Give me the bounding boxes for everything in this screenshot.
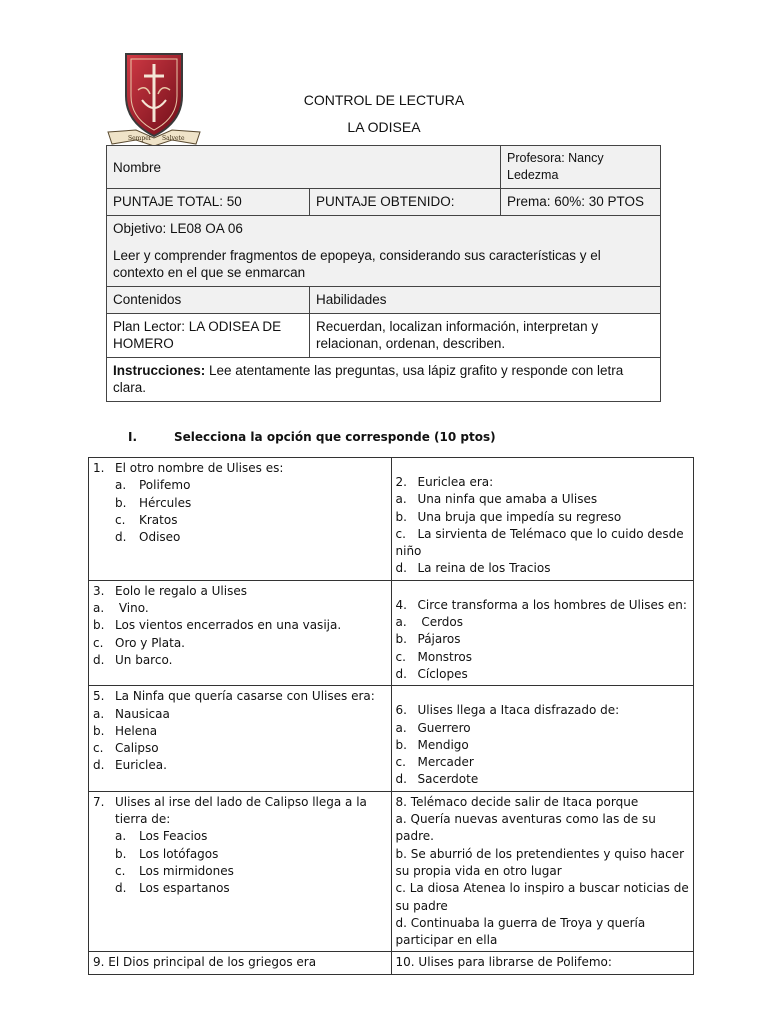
section-heading (128, 430, 496, 444)
option[interactable]: b. Los lotófagos (115, 846, 219, 861)
question-text: Ulises llega a Itaca disfrazado de: (417, 703, 620, 718)
option[interactable]: a. Vino. (93, 601, 149, 616)
profesora-cell: Profesora: Nancy Ledezma (501, 146, 661, 189)
question-number: 1. (93, 461, 105, 475)
question-text: La Ninfa que quería casarse con Ulises era: (115, 689, 375, 704)
option[interactable]: d. Cíclopes (395, 666, 468, 681)
question-3 (89, 580, 392, 685)
objetivo-cell (107, 216, 661, 287)
instrucciones-text: Lee atentamente las preguntas, usa lápiz grafito y responde con letra clara. (113, 363, 624, 395)
question-number: 6. (395, 703, 407, 718)
option[interactable]: b. Mendigo (395, 737, 469, 752)
option[interactable]: b. Una bruja que impedía su regreso (395, 509, 622, 524)
question-1 (89, 458, 392, 581)
section-title: Selecciona la opción que corresponde (10 ptos) (174, 430, 496, 444)
option[interactable]: c. Mercader (395, 755, 474, 770)
crest-banner-left: Semper (128, 135, 152, 142)
question-number: 9. (93, 955, 105, 970)
question-7 (89, 791, 392, 952)
question-number: 8. (395, 794, 407, 809)
objetivo-description: Leer y comprender fragmentos de epopeya, considerando sus características y el contexto en el que se enmarcan (113, 248, 601, 280)
prema: Prema: 60%: 30 PTOS (501, 189, 661, 216)
question-text: Telémaco decide salir de Itaca porque (410, 794, 639, 809)
option[interactable]: a. Una ninfa que amaba a Ulises (395, 492, 598, 507)
option[interactable]: d. La reina de los Tracios (395, 561, 551, 576)
habilidades-header: Habilidades (310, 287, 661, 314)
puntaje-total: PUNTAJE TOTAL: 50 (107, 189, 310, 216)
question-8 (391, 791, 694, 952)
question-9 (89, 952, 392, 974)
option[interactable]: b. Hércules (115, 495, 192, 510)
question-4 (391, 580, 694, 685)
question-text: Euriclea era: (417, 475, 494, 489)
plan-lector: Plan Lector: LA ODISEA DE HOMERO (107, 314, 310, 358)
option[interactable]: a. Los Feacios (115, 829, 208, 844)
info-table (106, 145, 661, 402)
contenidos-header: Contenidos (107, 287, 310, 314)
question-6 (391, 686, 694, 791)
question-text: El otro nombre de Ulises es: (115, 461, 284, 475)
question-2 (391, 458, 694, 581)
option[interactable]: a. Guerrero (395, 720, 471, 735)
option[interactable]: a. Cerdos (395, 615, 464, 630)
option[interactable]: c. Los mirmidones (115, 863, 234, 878)
option[interactable]: a. Polifemo (115, 478, 191, 493)
option[interactable]: c. Monstros (395, 649, 473, 664)
nombre-cell[interactable] (107, 146, 501, 189)
option[interactable]: c. Oro y Plata. (93, 635, 185, 650)
question-text: Ulises para librarse de Polifemo: (418, 955, 612, 970)
question-text: El Dios principal de los griegos era (108, 955, 317, 970)
nombre-label: Nombre (113, 159, 162, 175)
section-number: I. (128, 430, 138, 444)
option[interactable]: c. La sirvienta de Telémaco que lo cuido desde niño (395, 526, 684, 559)
option[interactable]: c. Kratos (115, 512, 178, 527)
option[interactable]: d. Continuaba la guerra de Troya y quería participar en ella (395, 915, 646, 948)
question-number: 7. (93, 794, 105, 809)
question-5 (89, 686, 392, 791)
document-title: CONTROL DE LECTURA (303, 92, 465, 108)
question-number: 3. (93, 583, 105, 598)
option[interactable]: b. Helena (93, 723, 158, 738)
option[interactable]: d. Un barco. (93, 652, 173, 667)
option[interactable]: d. Euriclea. (93, 758, 167, 773)
option[interactable]: b. Pájaros (395, 632, 461, 647)
question-text: Circe transforma a los hombres de Ulises en: (417, 597, 687, 612)
option[interactable]: b. Se aburrió de los pretendientes y quiso hacer su propia vida en otro lugar (395, 846, 685, 878)
option[interactable]: c. La diosa Atenea lo inspiro a buscar noticias de su padre (395, 881, 689, 913)
question-number: 2. (395, 475, 407, 489)
instrucciones-cell (107, 358, 661, 402)
option[interactable]: c. Calipso (93, 741, 159, 756)
option[interactable]: d. Sacerdote (395, 772, 479, 787)
question-text: Eolo le regalo a Ulises (115, 583, 247, 598)
question-number: 10. (395, 955, 415, 970)
instrucciones-label: Instrucciones: (113, 363, 206, 378)
question-10 (391, 952, 694, 974)
puntaje-obtenido[interactable]: PUNTAJE OBTENIDO: (310, 189, 501, 216)
crest-banner-right: Salvete (162, 135, 185, 142)
question-number: 5. (93, 689, 105, 704)
document-subtitle: LA ODISEA (347, 119, 421, 135)
question-number: 4. (395, 597, 407, 612)
option[interactable]: b. Los vientos encerrados en una vasija. (93, 618, 342, 633)
option[interactable]: d. Los espartanos (115, 881, 230, 896)
option[interactable]: d. Odiseo (115, 530, 181, 545)
option[interactable]: a. Quería nuevas aventuras como las de su padre. (395, 812, 656, 844)
quiz-table (88, 457, 694, 975)
habilidades-description: Recuerdan, localizan información, interpretan y relacionan, ordenan, describen. (310, 314, 661, 358)
option[interactable]: a. Nausicaa (93, 706, 170, 721)
question-text: Ulises al irse del lado de Calipso llega a la tierra de: (115, 794, 367, 827)
objetivo-label: Objetivo: LE08 OA 06 (113, 221, 243, 236)
